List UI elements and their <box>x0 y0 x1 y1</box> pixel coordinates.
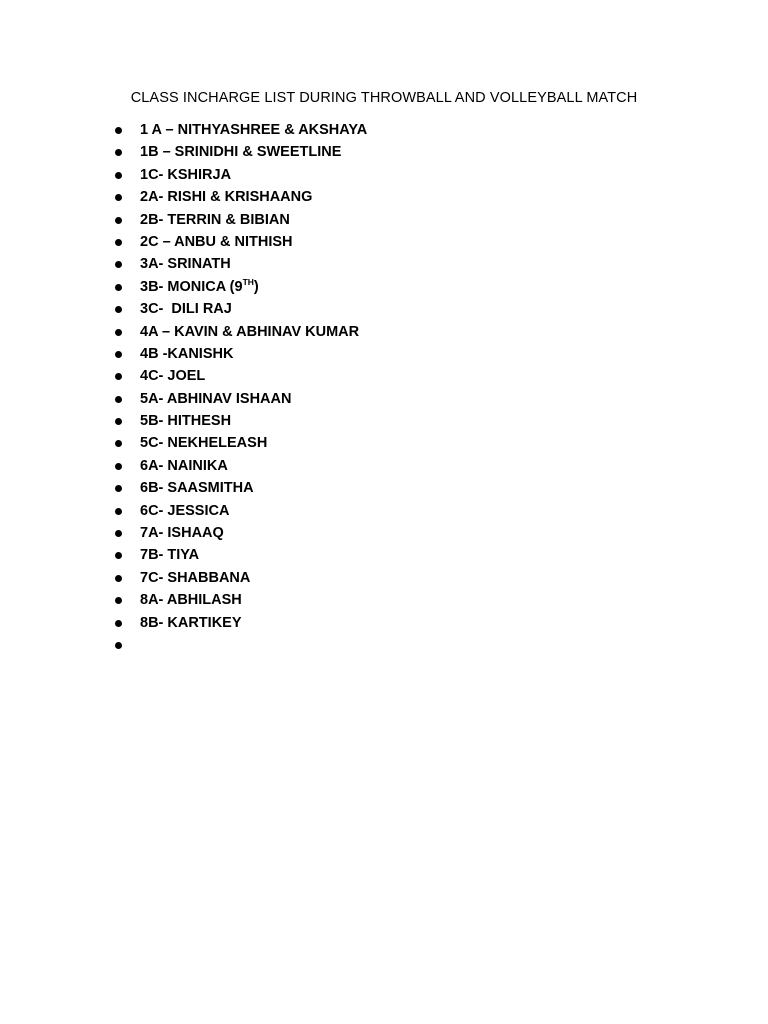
list-item-text <box>140 523 224 543</box>
list-item <box>0 410 520 432</box>
list-item-label: 6C- JESSICA <box>140 502 230 519</box>
list-item-text <box>140 389 291 409</box>
list-item-label: 4B -KANISHK <box>140 345 234 362</box>
bullet-icon <box>115 440 122 447</box>
bullet-icon <box>115 306 122 313</box>
list-item-label: 6B- SAASMITHA <box>140 480 254 497</box>
bullet-icon <box>115 217 122 224</box>
class-incharge-list <box>0 119 520 656</box>
bullet-icon <box>115 575 122 582</box>
list-item <box>0 455 520 477</box>
list-item <box>0 388 520 410</box>
bullet-icon <box>115 418 122 425</box>
list-item-text <box>140 613 242 633</box>
bullet-icon <box>115 239 122 246</box>
list-item <box>0 477 520 499</box>
list-item-text <box>140 232 293 252</box>
list-item-label: 3C- DILI RAJ <box>140 301 232 318</box>
list-item-text <box>140 501 229 521</box>
list-item <box>0 276 520 298</box>
list-item-text <box>140 165 231 185</box>
list-item <box>0 500 520 522</box>
bullet-icon <box>115 194 122 201</box>
list-item-label: 5A- ABHINAV ISHAAN <box>140 390 292 407</box>
list-item-label: 2C – ANBU & NITHISH <box>140 233 293 250</box>
bullet-icon <box>115 172 122 179</box>
list-item-label: 7A- ISHAAQ <box>140 525 224 542</box>
bullet-icon <box>115 373 122 380</box>
list-item-text <box>140 411 231 431</box>
bullet-icon <box>115 597 122 604</box>
list-item-label: 3B- MONICA (9 <box>140 278 243 295</box>
list-item-label: 5C- NEKHELEASH <box>140 435 268 452</box>
list-item <box>0 567 520 589</box>
bullet-icon <box>115 127 122 134</box>
bullet-icon <box>115 552 122 559</box>
list-item-label: 1C- KSHIRJA <box>140 166 232 183</box>
list-item-label: 4C- JOEL <box>140 368 206 385</box>
list-item-text <box>140 456 228 476</box>
list-item <box>0 209 520 231</box>
list-item-text <box>140 187 312 207</box>
list-item <box>0 186 520 208</box>
list-item <box>0 231 520 253</box>
list-item-label: 8A- ABHILASH <box>140 592 242 609</box>
bullet-icon <box>115 620 122 627</box>
list-item <box>0 432 520 454</box>
list-item <box>0 634 520 656</box>
list-item <box>0 544 520 566</box>
list-item-text <box>140 478 254 498</box>
list-item <box>0 164 520 186</box>
bullet-icon <box>115 463 122 470</box>
list-item-text <box>140 254 231 274</box>
list-item <box>0 298 520 320</box>
superscript-ordinal: TH <box>242 276 254 287</box>
list-item <box>0 612 520 634</box>
document-title: CLASS INCHARGE LIST DURING THROWBALL AND VOLLEYBALL MATCH <box>130 90 638 106</box>
list-item-text <box>140 277 259 297</box>
bullet-icon <box>115 329 122 336</box>
list-item-label: 7B- TIYA <box>140 547 200 564</box>
list-item-label: 6A- NAINIKA <box>140 457 228 474</box>
list-item <box>0 589 520 611</box>
list-item-label: 3A- SRINATH <box>140 256 231 273</box>
bullet-icon <box>115 396 122 403</box>
list-item <box>0 119 520 141</box>
bullet-icon <box>115 642 122 649</box>
list-item-text <box>140 545 199 565</box>
list-item <box>0 321 520 343</box>
list-item-label: 2A- RISHI & KRISHAANG <box>140 189 313 206</box>
list-item-label: 5B- HITHESH <box>140 413 232 430</box>
list-item-suffix: ) <box>253 278 259 295</box>
bullet-icon <box>115 530 122 537</box>
list-item-text <box>140 568 250 588</box>
list-item <box>0 253 520 275</box>
list-item-text <box>140 590 242 610</box>
list-item-label: 8B- KARTIKEY <box>140 614 242 631</box>
bullet-icon <box>115 284 122 291</box>
list-item-text <box>140 366 205 386</box>
list-item-text <box>140 433 267 453</box>
list-item <box>0 141 520 163</box>
list-item <box>0 365 520 387</box>
list-item-label: 4A – KAVIN & ABHINAV KUMAR <box>140 323 360 340</box>
list-item-text <box>140 344 233 364</box>
list-item <box>0 522 520 544</box>
list-item-text <box>140 120 367 140</box>
bullet-icon <box>115 351 122 358</box>
bullet-icon <box>115 149 122 156</box>
list-item-label: 2B- TERRIN & BIBIAN <box>140 211 290 228</box>
list-item-label: 1B – SRINIDHI & SWEETLINE <box>140 144 342 161</box>
list-item-text <box>140 299 232 319</box>
list-item-text <box>140 322 359 342</box>
bullet-icon <box>115 485 122 492</box>
list-item-label: 1 A – NITHYASHREE & AKSHAYA <box>140 122 368 138</box>
list-item-text <box>140 210 290 230</box>
list-item <box>0 343 520 365</box>
bullet-icon <box>115 261 122 268</box>
list-item-label: 7C- SHABBANA <box>140 569 251 586</box>
list-item-text <box>140 142 341 162</box>
bullet-icon <box>115 508 122 515</box>
